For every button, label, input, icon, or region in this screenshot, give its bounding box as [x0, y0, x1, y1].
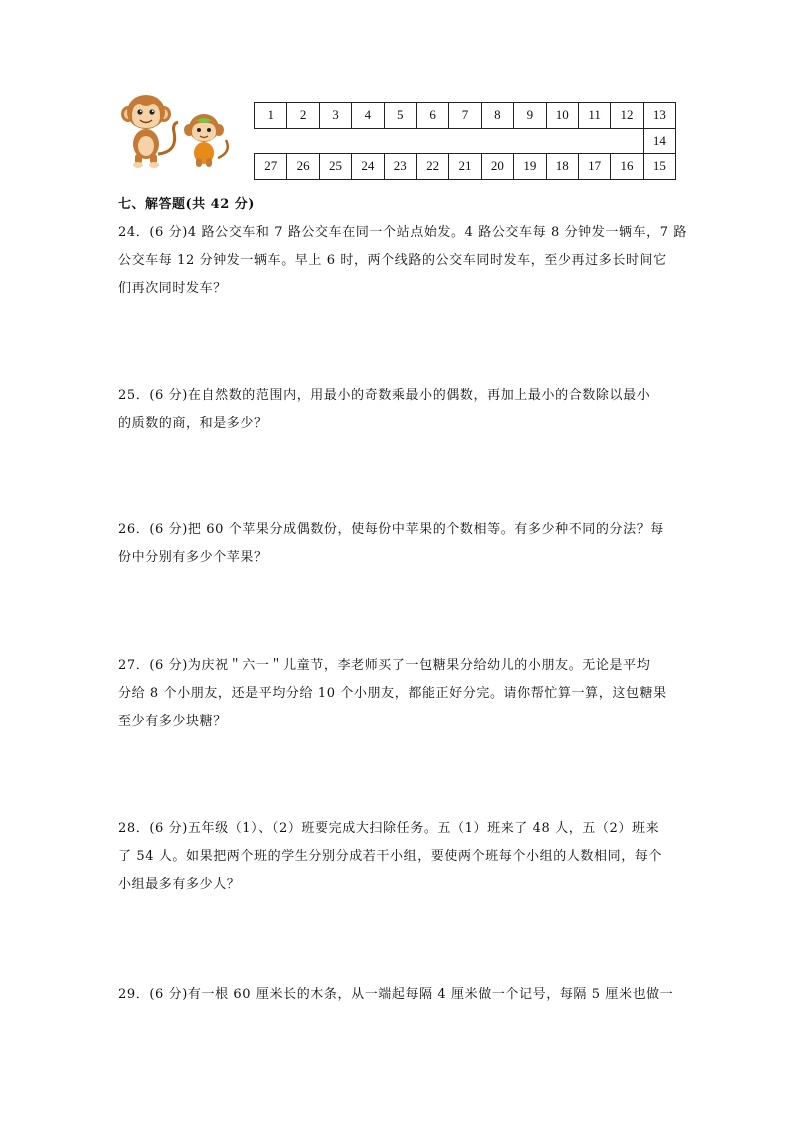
question-item: [118, 815, 678, 899]
question-item: [118, 516, 678, 572]
table-cell: 19: [514, 154, 546, 180]
big-monkey-icon: [121, 95, 178, 168]
table-cell: 27: [255, 154, 287, 180]
question-line: 的质数的商，和是多少？: [118, 416, 268, 431]
table-cell: 11: [578, 103, 610, 129]
table-row-top: [255, 103, 676, 129]
question-line: 29．(6 分)有一根 60 厘米长的木条，从一端起每隔 4 厘米做一个记号，每隔 5 厘米也做一: [118, 987, 674, 1002]
table-cell: 8: [481, 103, 513, 129]
table-cell: 14: [643, 128, 675, 154]
question-line: 份中分别有多少个苹果？: [118, 550, 268, 565]
table-cell: 16: [611, 154, 643, 180]
table-cell: 1: [255, 103, 287, 129]
question-line: 至少有多少块糖？: [118, 714, 227, 729]
table-cell: 15: [643, 154, 675, 180]
table-cell: 23: [384, 154, 416, 180]
question-item: [118, 382, 678, 438]
table-cell: 26: [287, 154, 319, 180]
table-blank-cell: [255, 128, 644, 154]
question-item: [118, 981, 678, 1009]
section-title: 七、解答题(共 42 分): [118, 197, 255, 212]
table-cell: 10: [546, 103, 578, 129]
table-cell: 2: [287, 103, 319, 129]
question-line: 24．(6 分)4 路公交车和 7 路公交车在同一个站点始发。4 路公交车每 8 分钟发一辆车，7 路: [118, 225, 687, 240]
monkeys-illustration: [118, 92, 234, 172]
question-line: 25．(6 分)在自然数的范围内，用最小的奇数乘最小的偶数，再加上最小的合数除以最小: [118, 388, 651, 403]
small-monkey-icon: [184, 114, 228, 167]
question-item: [118, 219, 687, 303]
table-cell: 24: [352, 154, 384, 180]
question-line: 分给 8 个小朋友，还是平均分给 10 个小朋友，都能正好分完。请你帮忙算一算，这包糖果: [118, 686, 667, 701]
table-cell: 9: [514, 103, 546, 129]
table-cell: 13: [643, 103, 675, 129]
table-cell: 6: [416, 103, 448, 129]
table-cell: 7: [449, 103, 481, 129]
table-cell: 12: [611, 103, 643, 129]
question-line: 小组最多有多少人？: [118, 877, 241, 892]
table-cell: 21: [449, 154, 481, 180]
table-cell: 25: [319, 154, 351, 180]
question-line: 们再次同时发车？: [118, 281, 227, 296]
table-cell: 4: [352, 103, 384, 129]
table-cell: 5: [384, 103, 416, 129]
table-cell: 20: [481, 154, 513, 180]
question-line: 28．(6 分)五年级（1）、（2）班要完成大扫除任务。五（1）班来了 48 人，五（2）班来: [118, 821, 660, 836]
table-cell: 22: [416, 154, 448, 180]
table-cell: 18: [546, 154, 578, 180]
question-line: 公交车每 12 分钟发一辆车。早上 6 时，两个线路的公交车同时发车，至少再过多长时间它: [118, 253, 667, 268]
question-line: 27．(6 分)为庆祝＂六一＂儿童节，李老师买了一包糖果分给幼儿的小朋友。无论是平均: [118, 658, 651, 673]
table-cell: 17: [578, 154, 610, 180]
table-row-bottom: [255, 154, 676, 180]
question-line: 26．(6 分)把 60 个苹果分成偶数份，使每份中苹果的个数相等。有多少种不同的分法？每: [118, 522, 664, 537]
number-table: [254, 102, 676, 180]
question-item: [118, 652, 678, 736]
table-cell: 3: [319, 103, 351, 129]
table-row-middle: [255, 128, 676, 154]
question-line: 了 54 人。如果把两个班的学生分别分成若干小组，要使两个班每个小组的人数相同，每个: [118, 849, 663, 864]
